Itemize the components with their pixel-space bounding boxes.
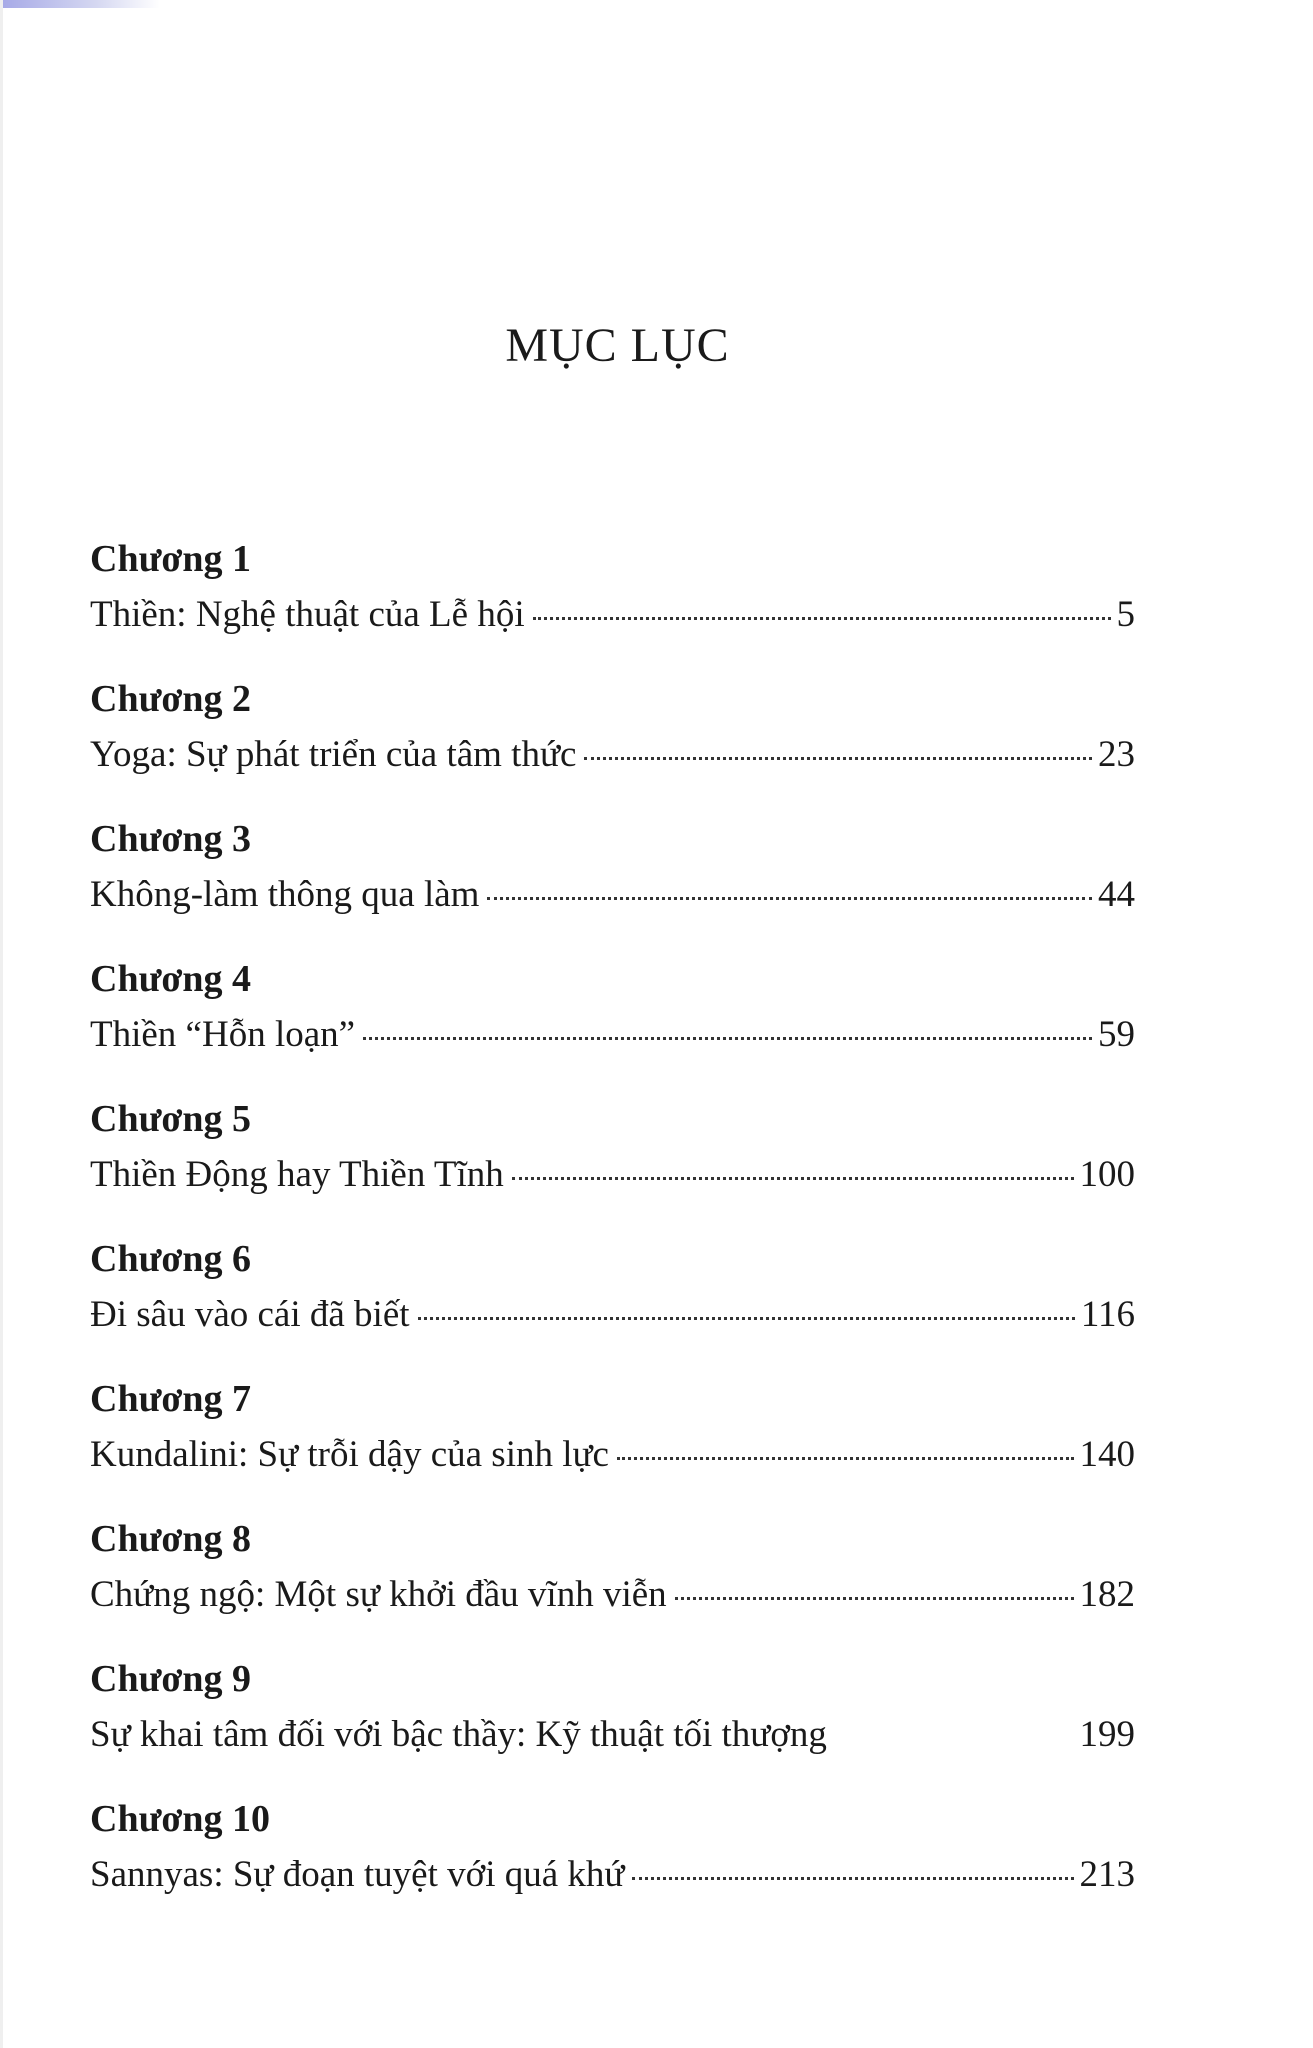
toc-entry-10: [90, 1790, 1135, 1930]
page-number: 23: [1098, 734, 1135, 775]
toc-line: [90, 1148, 1135, 1202]
scan-edge-mark: [0, 0, 160, 8]
chapter-label: Chương 5: [90, 1098, 252, 1140]
table-of-contents: [90, 530, 1135, 1930]
chapter-title: Kundalini: Sự trỗi dậy của sinh lực: [90, 1434, 609, 1475]
toc-entry-5: [90, 1090, 1135, 1230]
toc-entry-2: [90, 670, 1135, 810]
dot-leader: [512, 1177, 1074, 1180]
dot-leader: [584, 757, 1092, 760]
toc-entry-4: [90, 950, 1135, 1090]
chapter-title: Chứng ngộ: Một sự khởi đầu vĩnh viễn: [90, 1574, 667, 1615]
page-number: 140: [1079, 1434, 1135, 1475]
toc-entry-7: [90, 1370, 1135, 1510]
chapter-label: Chương 3: [90, 818, 252, 860]
dot-leader: [675, 1597, 1074, 1600]
chapter-title: Đi sâu vào cái đã biết: [90, 1294, 410, 1335]
page-number: 213: [1079, 1854, 1135, 1895]
dot-leader: [533, 617, 1111, 620]
toc-line: [90, 728, 1135, 782]
dot-leader: [487, 897, 1092, 900]
page-number: 100: [1079, 1154, 1135, 1195]
toc-line: [90, 1288, 1135, 1342]
toc-line: [90, 1568, 1135, 1622]
toc-entry-8: [90, 1510, 1135, 1650]
chapter-label: Chương 9: [90, 1658, 252, 1700]
dot-leader: [418, 1317, 1075, 1320]
chapter-label: Chương 7: [90, 1378, 252, 1420]
page-number: 199: [1079, 1714, 1135, 1755]
chapter-label: Chương 4: [90, 958, 252, 1000]
toc-entry-6: [90, 1230, 1135, 1370]
page-number: 5: [1116, 594, 1135, 635]
page-number: 59: [1098, 1014, 1135, 1055]
chapter-title: Thiền: Nghệ thuật của Lễ hội: [90, 594, 525, 635]
chapter-label: Chương 10: [90, 1798, 271, 1840]
page-number: 182: [1079, 1574, 1135, 1615]
chapter-label: Chương 8: [90, 1518, 252, 1560]
toc-line: [90, 1708, 1135, 1762]
dot-leader: [363, 1037, 1092, 1040]
page-number: 116: [1080, 1294, 1135, 1335]
chapter-title: Sannyas: Sự đoạn tuyệt với quá khứ: [90, 1854, 625, 1895]
dot-leader: [632, 1877, 1073, 1880]
chapter-title: Thiền Động hay Thiền Tĩnh: [90, 1154, 504, 1195]
chapter-title: Thiền “Hỗn loạn”: [90, 1014, 356, 1055]
page-title: MỤC LỤC: [505, 319, 730, 372]
toc-line: [90, 1428, 1135, 1482]
toc-line: [90, 868, 1135, 922]
toc-entry-9: [90, 1650, 1135, 1790]
toc-entry-3: [90, 810, 1135, 950]
toc-entry-1: [90, 530, 1135, 670]
chapter-title: Sự khai tâm đối với bậc thầy: Kỹ thuật tối thượng: [90, 1714, 827, 1755]
toc-line: [90, 1008, 1135, 1062]
chapter-title: Không-làm thông qua làm: [90, 874, 480, 915]
chapter-title: Yoga: Sự phát triển của tâm thức: [90, 734, 577, 775]
toc-line: [90, 588, 1135, 642]
chapter-label: Chương 2: [90, 678, 252, 720]
chapter-label: Chương 6: [90, 1238, 252, 1280]
chapter-label: Chương 1: [90, 538, 252, 580]
dot-leader: [617, 1457, 1074, 1460]
page-number: 44: [1098, 874, 1135, 915]
scan-edge-left: [0, 0, 3, 2048]
toc-line: [90, 1848, 1135, 1902]
